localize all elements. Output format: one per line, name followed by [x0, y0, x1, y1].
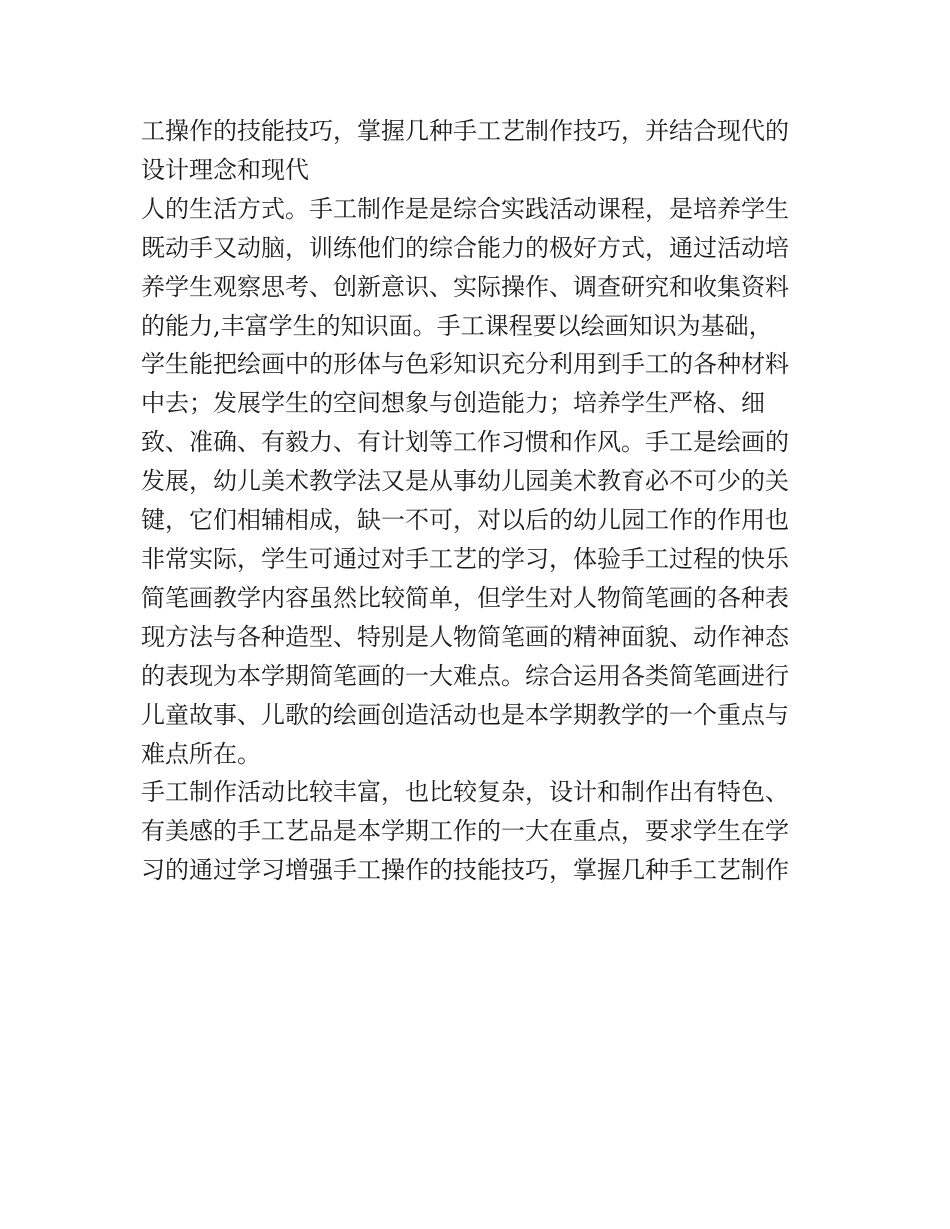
text-line: 习的通过学习增强手工操作的技能技巧，掌握几种手工艺制作 [141, 856, 789, 885]
text-line: 现方法与各种造型、特别是人物简笔画的精神面貌、动作神态 [141, 622, 789, 651]
text-line: 发展，幼儿美术教学法又是从事幼儿园美术教育必不可少的关 [141, 467, 789, 496]
text-line: 儿童故事、儿歌的绘画创造活动也是本学期教学的一个重点与 [141, 700, 789, 729]
text-line: 养学生观察思考、创新意识、实际操作、调查研究和收集资料 [141, 272, 789, 301]
text-line: 设计理念和现代 [141, 155, 309, 184]
text-line: 中去；发展学生的空间想象与创造能力；培养学生严格、细 [141, 389, 765, 418]
text-line: 工操作的技能技巧，掌握几种手工艺制作技巧，并结合现代的 [141, 117, 789, 145]
text-line: 人的生活方式。手工制作是是综合实践活动课程，是培养学生 [141, 194, 789, 223]
text-line: 致、准确、有毅力、有计划等工作习惯和作风。手工是绘画的 [141, 428, 789, 457]
text-line: 手工制作活动比较丰富，也比较复杂，设计和制作出有特色、 [141, 778, 789, 807]
text-line: 简笔画教学内容虽然比较简单，但学生对人物简笔画的各种表 [141, 583, 789, 612]
text-line: 既动手又动脑，训练他们的综合能力的极好方式，通过活动培 [141, 233, 789, 262]
body-text [141, 112, 821, 890]
text-line: 的表现为本学期简笔画的一大难点。综合运用各类简笔画进行 [141, 661, 789, 690]
text-line: 有美感的手工艺品是本学期工作的一大在重点，要求学生在学 [141, 817, 789, 846]
text-line: 键，它们相辅相成，缺一不可，对以后的幼儿园工作的作用也 [141, 506, 789, 535]
text-line: 的能力,丰富学生的知识面。手工课程要以绘画知识为基础， [141, 311, 773, 340]
text-line: 非常实际，学生可通过对手工艺的学习，体验手工过程的快乐 [141, 544, 789, 573]
text-line: 难点所在。 [141, 739, 261, 768]
text-line: 学生能把绘画中的形体与色彩知识充分利用到手工的各种材料 [141, 350, 789, 379]
